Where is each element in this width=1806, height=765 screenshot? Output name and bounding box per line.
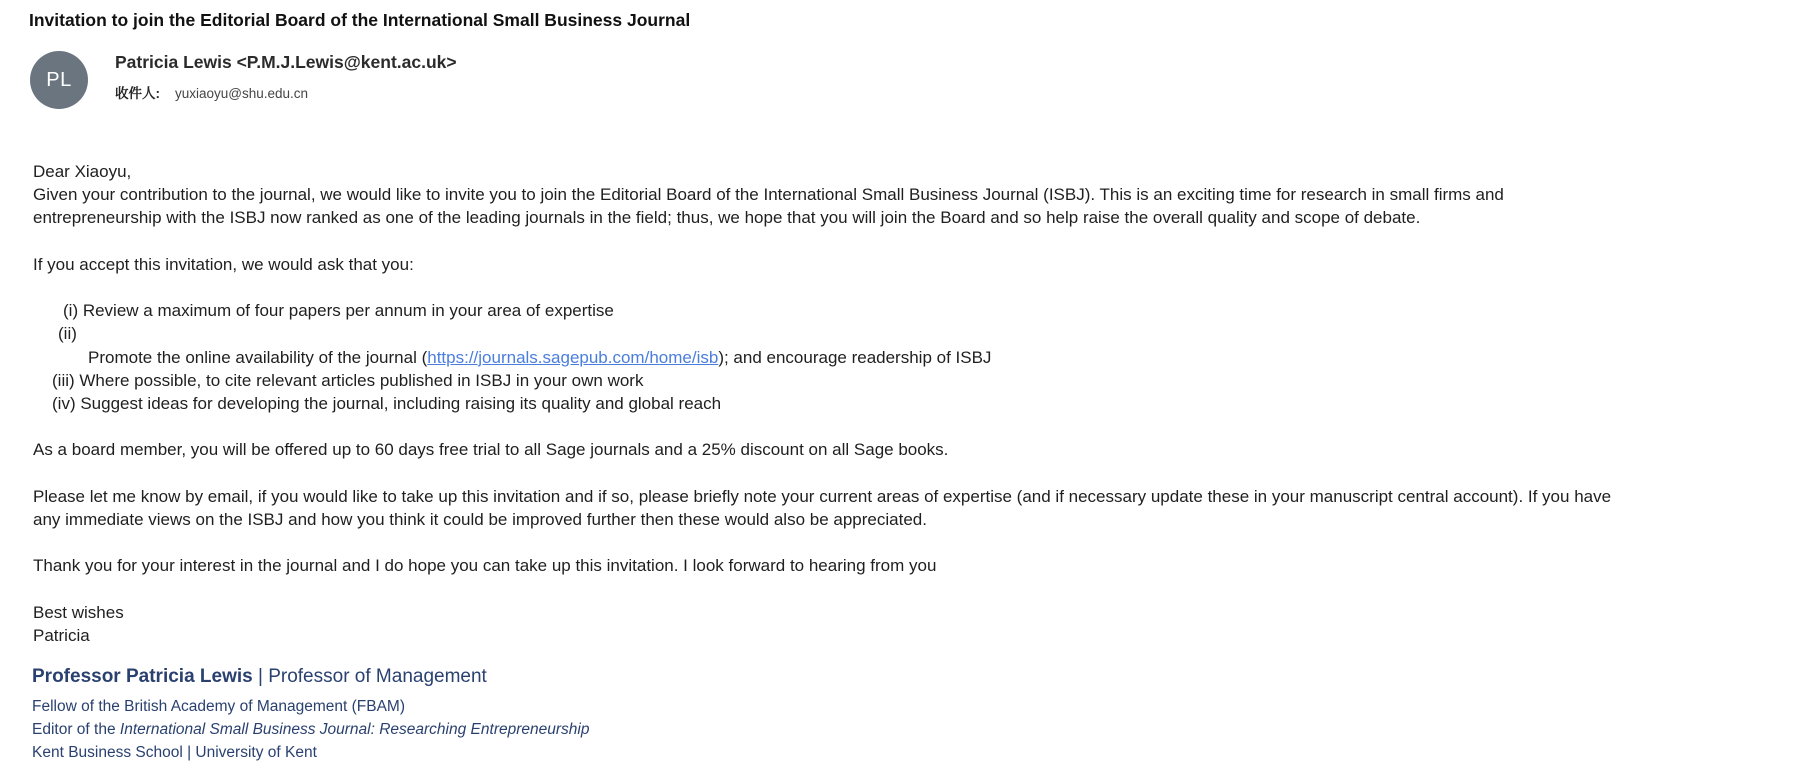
recipient-row [115,82,457,102]
list-item-ii-prefix: Promote the online availability of the journal ( [88,347,428,367]
blank-line [33,415,1611,438]
body-line: Thank you for your interest in the journal and I do hope you can take up this invitation. I look forward to hearing from you [33,556,937,576]
list-item-iii: (iii) Where possible, to cite relevant articles published in ISBJ in your own work [52,370,644,390]
blank-line [33,578,1611,601]
header-text [115,51,457,102]
signature-line: Fellow of the British Academy of Management (FBAM) [32,698,406,715]
body-line: any immediate views on the ISBJ and how you think it could be improved further then these would also be appreciated. [33,509,927,529]
body-line: As a board member, you will be offered up to 60 days free trial to all Sage journals and a 25% discount on all Sage books. [33,440,949,460]
list-item-ii-text [33,346,1611,369]
closing-line: Best wishes [33,602,124,622]
blank-line [33,276,1611,299]
blank-line [33,230,1611,253]
body-line: entrepreneurship with the ISBJ now ranked as one of the leading journals in the field; thus, we hope that you will join the Board and so help raise the overall quality and scope of debate. [33,208,1421,228]
body-line: Given your contribution to the journal, we would like to invite you to join the Editorial Board of the International Small Business Journal (ISBJ). This is an exciting time for research in small firms and [33,185,1504,205]
blank-line [33,462,1611,485]
recipient-email[interactable]: yuxiaoyu@shu.edu.cn [175,86,309,101]
to-label: 收件人: [115,86,160,101]
journal-link[interactable]: https://journals.sagepub.com/home/isb [427,347,719,367]
body-line: If you accept this invitation, we would ask that you: [33,254,414,274]
email-header [30,51,457,109]
body-line: Please let me know by email, if you would like to take up this invitation and if so, please briefly note your current areas of expertise (and if necessary update these in your manuscript central account). If you have [33,486,1612,506]
sender-name[interactable]: Patricia Lewis <P.M.J.Lewis@kent.ac.uk> [115,52,457,72]
list-item-ii-suffix: ); and encourage readership of ISBJ [718,347,992,367]
signature-title: | Professor of Management [252,666,487,687]
signature-line: Kent Business School | University of Kent [32,744,317,761]
list-item-ii-marker: (ii) [58,324,77,344]
signature-journal-name: International Small Business Journal: Researching Entrepreneurship [119,721,590,738]
body-salutation: Dear Xiaoyu, [33,162,132,181]
list-item-i: (i) Review a maximum of four papers per annum in your area of expertise [63,301,614,321]
signature-line [32,718,589,741]
email-signature [32,664,589,764]
signature-name-line [32,664,589,690]
sender-avatar[interactable] [30,51,88,109]
email-subject: Invitation to join the Editorial Board of the International Small Business Journal [29,10,691,30]
closing-line: Patricia [33,625,90,645]
blank-line [33,531,1611,554]
avatar-initials: PL [46,68,72,91]
list-item-iv: (iv) Suggest ideas for developing the journal, including raising its quality and global reach [52,394,722,413]
signature-name: Professor Patricia Lewis [32,666,253,687]
signature-editor-prefix: Editor of the [32,721,120,738]
email-body [33,160,1611,647]
